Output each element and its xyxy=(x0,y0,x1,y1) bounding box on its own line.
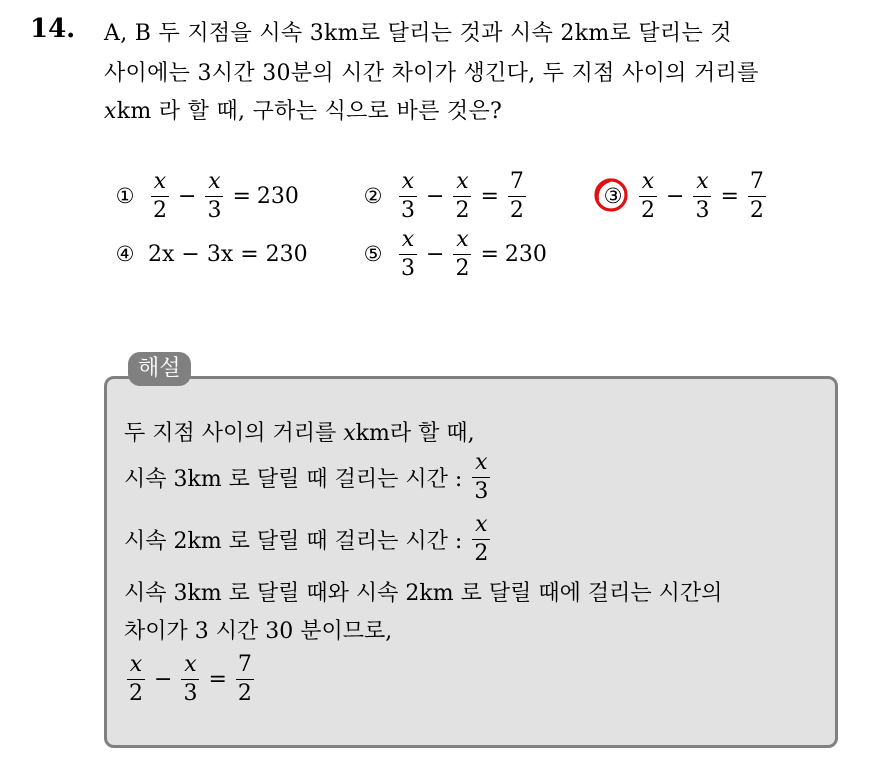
operator: − xyxy=(154,667,173,692)
variable-x: x xyxy=(104,99,117,124)
text: km라 할 때, xyxy=(355,421,475,446)
explanation-final-equation xyxy=(124,654,257,705)
equals-sign: = xyxy=(232,183,251,209)
numerator: x xyxy=(129,652,143,677)
text: 시속 3km 로 달릴 때 걸리는 시간 : xyxy=(124,467,463,492)
fraction xyxy=(639,168,657,223)
numerator: x xyxy=(456,226,469,252)
fraction xyxy=(693,168,711,223)
denominator: 2 xyxy=(455,255,470,281)
choice-3[interactable] xyxy=(600,166,769,226)
choice-3-number: ③ xyxy=(603,184,623,208)
denominator: 2 xyxy=(237,681,252,706)
denominator: 2 xyxy=(455,197,470,223)
numerator: 7 xyxy=(509,168,524,194)
numerator: x xyxy=(401,226,415,252)
question-number: 14. xyxy=(30,14,76,44)
explanation-line-3 xyxy=(124,514,493,565)
denominator: 3 xyxy=(183,681,198,706)
fraction xyxy=(151,168,169,223)
equals-sign: = xyxy=(480,183,499,209)
question-text-line-1: A, B 두 지점을 시속 3km로 달리는 것과 시속 2km로 달리는 것 xyxy=(104,21,732,46)
explanation-line-1 xyxy=(124,416,475,447)
question-text-line-2: 사이에는 3시간 30분의 시간 차이가 생긴다, 두 지점 사이의 거리를 xyxy=(104,61,759,86)
numerator: x xyxy=(475,512,488,537)
choice-1[interactable] xyxy=(112,166,299,226)
denominator: 3 xyxy=(401,255,415,281)
question-text-line-3-rest: km 라 할 때, 구하는 식으로 바른 것은? xyxy=(116,99,503,124)
denominator: 2 xyxy=(641,197,655,223)
denominator: 3 xyxy=(401,197,415,223)
explanation-line-5: 차이가 3 시간 30 분이므로, xyxy=(124,619,393,644)
rhs-value: 230 xyxy=(256,183,299,209)
answer-circle-icon xyxy=(592,176,630,214)
numerator: x xyxy=(153,168,167,194)
operator: − xyxy=(666,183,685,209)
explanation-line-2 xyxy=(124,452,493,503)
equals-sign: = xyxy=(480,241,499,267)
numerator: x xyxy=(184,652,197,677)
fraction xyxy=(205,168,223,223)
choice-4[interactable] xyxy=(112,224,308,284)
fraction xyxy=(453,168,471,223)
fraction xyxy=(399,226,417,281)
denominator: 2 xyxy=(129,681,143,706)
denominator: 2 xyxy=(153,197,167,223)
denominator: 2 xyxy=(509,197,524,223)
numerator: 7 xyxy=(237,652,252,677)
choice-2-marker: ② xyxy=(363,184,383,208)
numerator: 7 xyxy=(749,168,764,194)
variable-x: x xyxy=(343,421,356,446)
choice-3-marker xyxy=(600,184,626,208)
choice-4-expression: 2x − 3x = 230 xyxy=(148,241,308,267)
fraction xyxy=(453,226,471,281)
explanation-line-4: 시속 3km 로 달릴 때와 시속 2km 로 달릴 때에 걸리는 시간의 xyxy=(124,581,723,606)
rhs-value: 230 xyxy=(504,241,547,267)
denominator: 3 xyxy=(474,479,489,504)
fraction xyxy=(472,452,490,503)
fraction xyxy=(399,168,417,223)
choice-1-marker: ① xyxy=(115,184,135,208)
choice-5[interactable] xyxy=(360,224,547,284)
numerator: x xyxy=(641,168,655,194)
operator: − xyxy=(426,241,445,267)
denominator: 2 xyxy=(749,197,764,223)
equals-sign: = xyxy=(208,667,227,692)
numerator: x xyxy=(401,168,415,194)
denominator: 3 xyxy=(207,197,222,223)
fraction xyxy=(236,654,254,705)
fraction xyxy=(127,654,145,705)
choice-4-marker: ④ xyxy=(115,242,135,266)
numerator: x xyxy=(208,168,221,194)
fraction xyxy=(508,168,526,223)
denominator: 3 xyxy=(695,197,710,223)
operator: − xyxy=(178,183,197,209)
equals-sign: = xyxy=(720,183,739,209)
explanation-tag: 해설 xyxy=(128,352,191,386)
numerator: x xyxy=(475,450,488,475)
operator: − xyxy=(426,183,445,209)
text: 시속 2km 로 달릴 때 걸리는 시간 : xyxy=(124,529,463,554)
question-text-line-3 xyxy=(104,94,502,125)
fraction xyxy=(472,514,490,565)
numerator: x xyxy=(456,168,469,194)
denominator: 2 xyxy=(474,541,489,566)
text: 두 지점 사이의 거리를 xyxy=(124,421,344,446)
fraction xyxy=(748,168,766,223)
fraction xyxy=(181,654,199,705)
numerator: x xyxy=(696,168,709,194)
choice-5-marker: ⑤ xyxy=(363,242,383,266)
choice-2[interactable] xyxy=(360,166,529,226)
